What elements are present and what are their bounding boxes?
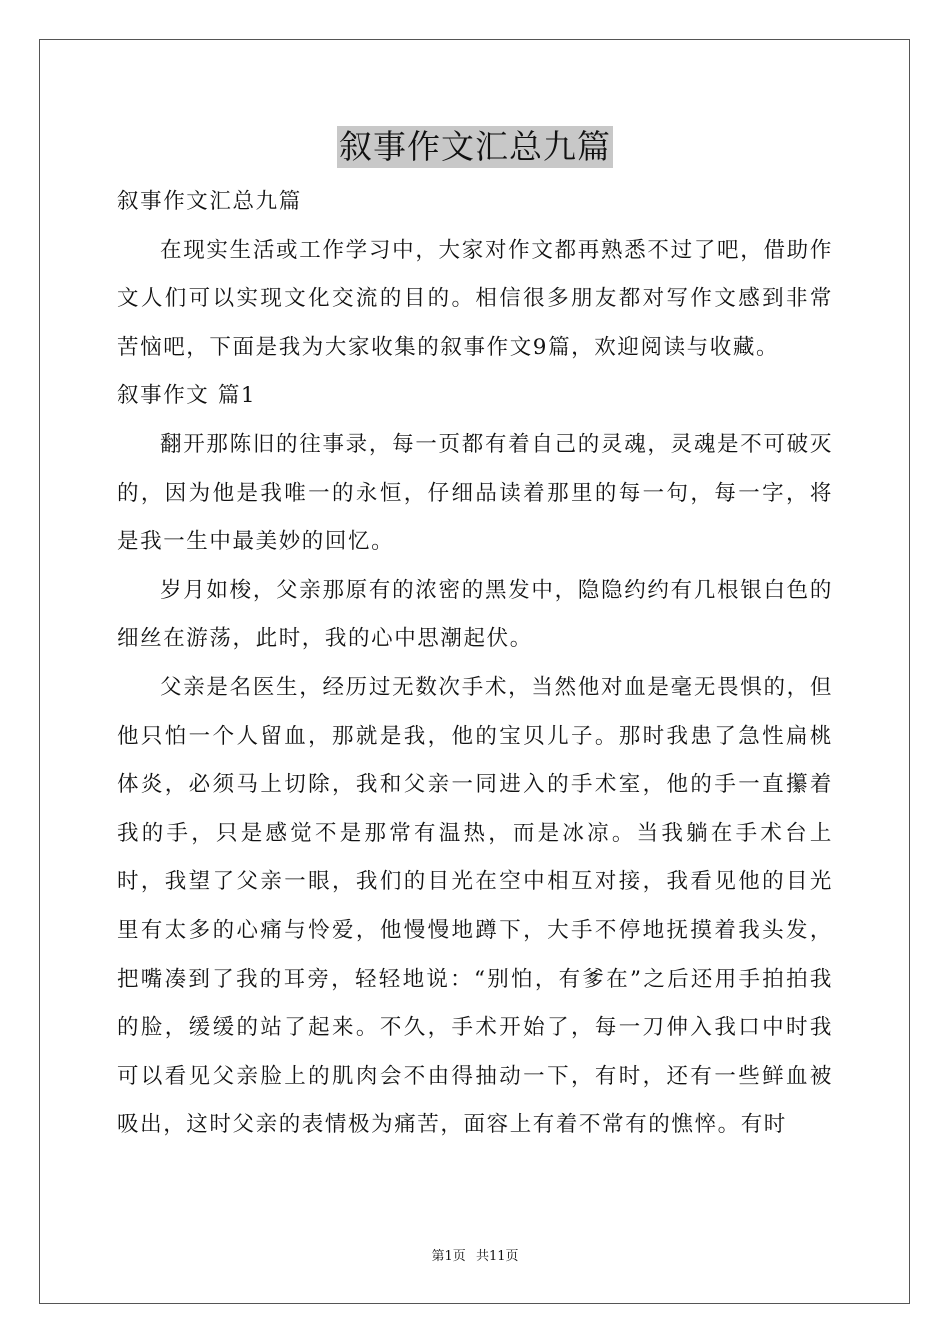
body-paragraph: 翻开那陈旧的往事录，每一页都有着自己的灵魂，灵魂是不可破灭的，因为他是我唯一的永恒，仔细品读着那里的每一句，每一字，将是我一生中最美妙的回忆。 xyxy=(117,431,833,555)
page-footer xyxy=(0,1248,950,1266)
section-heading: 叙事作文 篇1 xyxy=(117,383,257,409)
title-container xyxy=(0,126,950,168)
paragraph-list xyxy=(117,227,833,1150)
document-subtitle: 叙事作文汇总九篇 xyxy=(117,189,302,214)
body-paragraph: 岁月如梭，父亲那原有的浓密的黑发中，隐隐约约有几根银白色的细丝在游荡，此时，我的心中思潮起伏。 xyxy=(117,577,833,652)
body-paragraph: 在现实生活或工作学习中，大家对作文都再熟悉不过了吧，借助作文人们可以实现文化交流的目的。相信很多朋友都对写作文感到非常苦恼吧，下面是我为大家收集的叙事作文9篇，欢迎阅读与收藏。 xyxy=(117,237,833,360)
document-body xyxy=(117,178,833,1150)
document-title: 叙事作文汇总九篇 xyxy=(339,127,611,166)
page-number: 第1页 xyxy=(431,1249,466,1264)
page-total: 共11页 xyxy=(475,1249,519,1264)
body-paragraph: 父亲是名医生，经历过无数次手术，当然他对血是毫无畏惧的，但他只怕一个人留血，那就是我，他的宝贝儿子。那时我患了急性扁桃体炎，必须马上切除，我和父亲一同进入的手术室，他的手一直攥着我的手，只是感觉不是那常有温热，而是冰凉。当我躺在手术台上时，我望了父亲一眼，我们的目光在空中相互对接，我看见他的目光里有太多的心痛与怜爱，他慢慢地蹲下，大手不停地抚摸着我头发，把嘴凑到了我的耳旁，轻轻地说：“别怕，有爹在”之后还用手拍拍我的脸，缓缓的站了起来。不久，手术开始了，每一刀伸入我口中时我可以看见父亲脸上的肌肉会不由得抽动一下，有时，还有一些鲜血被吸出，这时父亲的表情极为痛苦，面容上有着不常有的憔悴。有时 xyxy=(117,674,833,1138)
